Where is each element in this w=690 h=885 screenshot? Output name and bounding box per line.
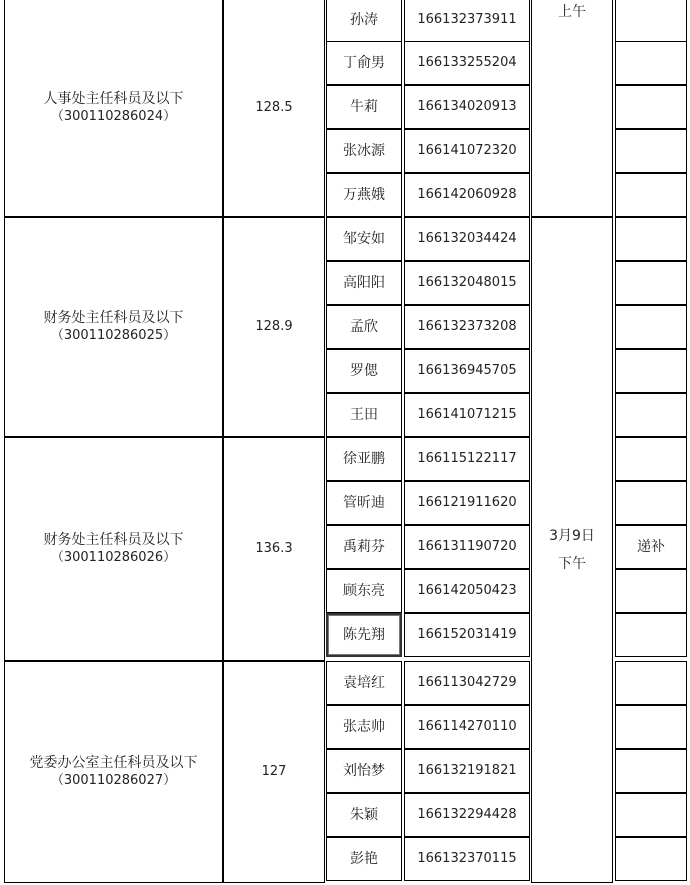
candidate-name: 邹安如 (343, 231, 385, 247)
note-cell[interactable] (615, 349, 687, 393)
candidate-name: 顾东亮 (343, 583, 385, 599)
candidate-name: 陈先翔 (343, 627, 385, 643)
session-time: 下午 (558, 556, 586, 572)
note-cell[interactable] (615, 705, 687, 749)
exam-ticket-number: 166152031419 (417, 627, 517, 642)
candidate-name-cell[interactable] (326, 41, 402, 85)
note-cell[interactable] (615, 525, 687, 569)
note-cell[interactable] (615, 569, 687, 613)
candidate-name: 袁培红 (343, 675, 385, 691)
exam-ticket-number: 166142060928 (417, 187, 517, 202)
exam-ticket-number: 166132370115 (417, 851, 517, 866)
position-cell[interactable] (4, 437, 223, 661)
position-cell[interactable] (4, 217, 223, 437)
score-cell[interactable] (223, 0, 325, 217)
exam-ticket-number: 166131190720 (417, 539, 517, 554)
position-code: （300110286025） (50, 328, 177, 343)
candidate-name: 彭艳 (350, 851, 378, 867)
candidate-name: 万燕娥 (343, 187, 385, 203)
exam-ticket-number: 166133255204 (417, 55, 517, 70)
score-cell[interactable] (223, 661, 325, 883)
note-cell[interactable] (615, 837, 687, 881)
candidate-id-cell[interactable] (404, 837, 530, 881)
note-cell[interactable] (615, 661, 687, 705)
candidate-id-cell[interactable] (404, 41, 530, 85)
candidate-name: 禹莉芬 (343, 539, 385, 555)
candidate-name-cell[interactable] (326, 173, 402, 217)
candidate-name-cell[interactable] (326, 129, 402, 173)
candidate-id-cell[interactable] (404, 0, 530, 42)
candidate-id-cell[interactable] (404, 525, 530, 569)
candidate-name-cell[interactable] (326, 705, 402, 749)
candidate-name-cell[interactable] (326, 349, 402, 393)
candidate-id-cell[interactable] (404, 261, 530, 305)
candidate-id-cell[interactable] (404, 569, 530, 613)
candidate-name: 张志帅 (343, 719, 385, 735)
position-cell[interactable] (4, 0, 223, 217)
candidate-name: 朱颖 (350, 807, 378, 823)
note-cell[interactable] (615, 613, 687, 657)
candidate-name: 徐亚鹏 (343, 451, 385, 467)
exam-ticket-number: 166142050423 (417, 583, 517, 598)
candidate-name-cell[interactable] (326, 305, 402, 349)
candidate-id-cell[interactable] (404, 437, 530, 481)
exam-ticket-number: 166132373208 (417, 319, 517, 334)
position-code: （300110286024） (50, 108, 177, 124)
candidate-name-cell[interactable] (326, 85, 402, 129)
position-cell[interactable] (4, 661, 223, 883)
candidate-id-cell[interactable] (404, 481, 530, 525)
min-score: 136.3 (255, 541, 293, 556)
candidate-name: 罗偲 (350, 363, 378, 379)
note-cell[interactable] (615, 41, 687, 85)
candidate-id-cell[interactable] (404, 613, 530, 657)
exam-ticket-number: 166134020913 (417, 99, 517, 114)
candidate-id-cell[interactable] (404, 305, 530, 349)
note-cell[interactable] (615, 85, 687, 129)
note-cell[interactable] (615, 129, 687, 173)
exam-ticket-number: 166141071215 (417, 407, 517, 422)
note-cell[interactable] (615, 217, 687, 261)
candidate-id-cell[interactable] (404, 85, 530, 129)
candidate-id-cell[interactable] (404, 129, 530, 173)
candidate-name-cell[interactable] (326, 261, 402, 305)
candidate-name-cell[interactable] (326, 0, 402, 42)
note-cell[interactable] (615, 261, 687, 305)
exam-ticket-number: 166132294428 (417, 807, 517, 822)
candidate-id-cell[interactable] (404, 217, 530, 261)
candidate-name-cell[interactable] (326, 837, 402, 881)
exam-ticket-number: 166132048015 (417, 275, 517, 290)
note-cell[interactable] (615, 437, 687, 481)
candidate-id-cell[interactable] (404, 749, 530, 793)
exam-ticket-number: 166114270110 (417, 719, 517, 734)
candidate-name: 王田 (350, 407, 378, 423)
position-title: 人事处主任科员及以下 (43, 90, 184, 107)
candidate-id-cell[interactable] (404, 349, 530, 393)
candidate-name: 丁俞男 (343, 55, 385, 71)
position-title: 财务处主任科员及以下 (43, 532, 184, 548)
candidate-name-cell[interactable] (326, 217, 402, 261)
exam-ticket-number: 166141072320 (417, 143, 517, 158)
score-cell[interactable] (223, 437, 325, 661)
candidate-name-cell[interactable] (326, 393, 402, 437)
exam-ticket-number: 166113042729 (417, 675, 517, 690)
note-cell[interactable] (615, 749, 687, 793)
candidate-id-cell[interactable] (404, 793, 530, 837)
note-cell[interactable] (615, 305, 687, 349)
candidate-name-cell[interactable] (326, 749, 402, 793)
session-date: 3月9日 (549, 528, 595, 544)
session-cell-top[interactable] (531, 0, 613, 217)
candidate-name-cell[interactable] (326, 661, 402, 705)
exam-ticket-number: 166132034424 (417, 231, 517, 246)
candidate-name-cell[interactable] (326, 525, 402, 569)
candidate-name: 张冰源 (343, 143, 385, 159)
candidate-name: 牛莉 (350, 99, 378, 115)
candidate-name: 孟欣 (350, 319, 378, 335)
candidate-name: 孙涛 (350, 12, 378, 28)
note-cell[interactable] (615, 0, 687, 42)
candidate-name-cell[interactable] (326, 437, 402, 481)
position-code: （300110286026） (50, 550, 177, 565)
session-time-top: 上午 (558, 4, 586, 20)
position-code: （300110286027） (50, 773, 177, 788)
min-score: 127 (261, 764, 287, 779)
candidate-name: 高阳阳 (343, 275, 385, 291)
supplement-note: 递补 (637, 539, 665, 555)
note-cell[interactable] (615, 793, 687, 837)
candidate-id-cell[interactable] (404, 173, 530, 217)
candidate-name-cell[interactable] (326, 481, 402, 525)
candidate-name: 管昕迪 (343, 495, 385, 511)
session-cell-main[interactable] (531, 217, 613, 883)
exam-ticket-number: 166136945705 (417, 363, 517, 378)
exam-ticket-number: 166132373911 (417, 12, 517, 27)
note-cell[interactable] (615, 481, 687, 525)
exam-ticket-number: 166115122117 (417, 451, 517, 466)
candidate-name: 刘怡梦 (343, 763, 385, 779)
min-score: 128.9 (255, 319, 293, 334)
candidate-name-cell[interactable] (326, 613, 402, 657)
exam-ticket-number: 166121911620 (417, 495, 517, 510)
min-score: 128.5 (255, 99, 293, 115)
position-title: 财务处主任科员及以下 (43, 310, 184, 326)
candidate-name-cell[interactable] (326, 793, 402, 837)
note-cell[interactable] (615, 393, 687, 437)
position-title: 党委办公室主任科员及以下 (29, 755, 198, 771)
candidate-id-cell[interactable] (404, 393, 530, 437)
note-cell[interactable] (615, 173, 687, 217)
candidate-id-cell[interactable] (404, 705, 530, 749)
candidate-name-cell[interactable] (326, 569, 402, 613)
candidate-id-cell[interactable] (404, 661, 530, 705)
exam-ticket-number: 166132191821 (417, 763, 517, 778)
score-cell[interactable] (223, 217, 325, 437)
